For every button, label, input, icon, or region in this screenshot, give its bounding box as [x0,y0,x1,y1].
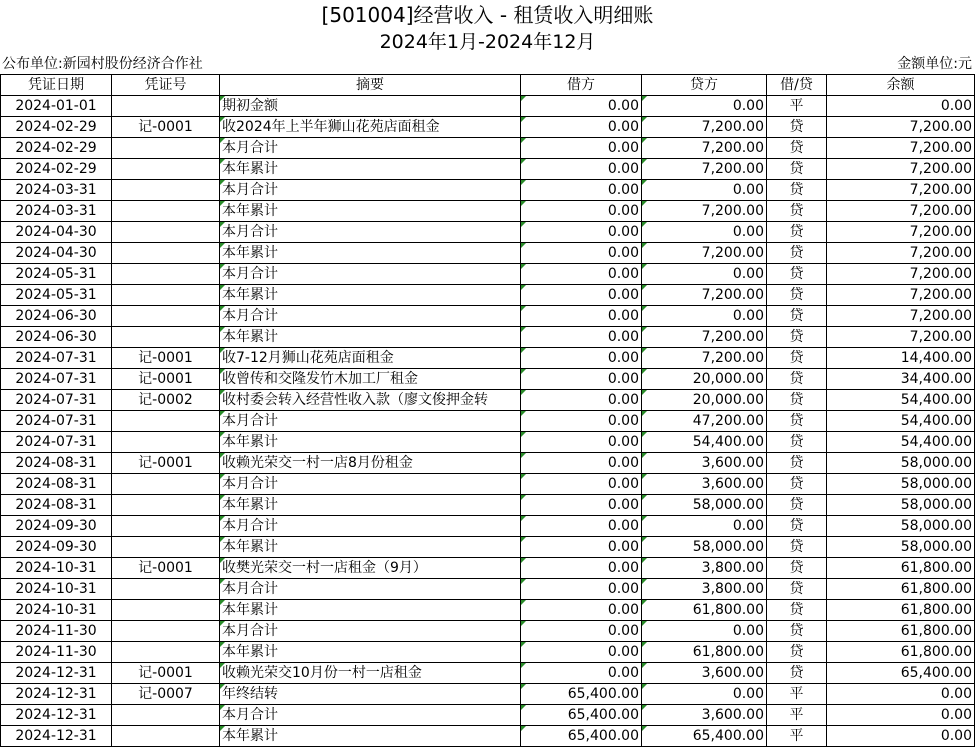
cell-balance: 54,400.00 [827,411,975,432]
cell-balance: 7,200.00 [827,222,975,243]
cell-credit: 3,800.00 [642,579,767,600]
cell-balance: 0.00 [827,96,975,117]
cell-voucher [112,327,220,348]
cell-date: 2024-10-31 [1,558,112,579]
col-header-balance: 余额 [827,75,975,96]
cell-date: 2024-10-31 [1,600,112,621]
cell-debit: 0.00 [521,96,642,117]
cell-debit: 0.00 [521,495,642,516]
cell-summary: 本年累计 [220,159,521,180]
cell-voucher [112,264,220,285]
cell-date: 2024-11-30 [1,642,112,663]
cell-direction: 贷 [767,600,827,621]
cell-voucher [112,306,220,327]
col-header-voucher: 凭证号 [112,75,220,96]
cell-voucher: 记-0001 [112,453,220,474]
table-row [1,726,975,747]
table-row [1,474,975,495]
ledger-title: [501004]经营收入 - 租赁收入明细账 [321,3,654,27]
cell-summary: 本年累计 [220,201,521,222]
cell-balance: 7,200.00 [827,264,975,285]
cell-direction: 贷 [767,495,827,516]
cell-debit: 0.00 [521,138,642,159]
cell-summary: 本月合计 [220,180,521,201]
table-row [1,285,975,306]
cell-credit: 7,200.00 [642,285,767,306]
cell-voucher: 记-0002 [112,390,220,411]
cell-date: 2024-03-31 [1,201,112,222]
cell-date: 2024-01-01 [1,96,112,117]
cell-date: 2024-12-31 [1,684,112,705]
cell-direction: 贷 [767,243,827,264]
table-row [1,705,975,726]
cell-summary: 本年累计 [220,495,521,516]
cell-debit: 65,400.00 [521,705,642,726]
cell-date: 2024-04-30 [1,222,112,243]
ledger-table [0,74,975,747]
cell-direction: 贷 [767,285,827,306]
cell-balance: 7,200.00 [827,327,975,348]
cell-balance: 0.00 [827,684,975,705]
cell-summary: 本年累计 [220,243,521,264]
cell-debit: 0.00 [521,663,642,684]
table-row [1,453,975,474]
ledger-meta-bar [0,54,975,74]
cell-date: 2024-02-29 [1,117,112,138]
cell-balance: 61,800.00 [827,600,975,621]
cell-credit: 7,200.00 [642,138,767,159]
cell-balance: 7,200.00 [827,138,975,159]
cell-balance: 7,200.00 [827,201,975,222]
cell-credit: 54,400.00 [642,432,767,453]
cell-debit: 0.00 [521,621,642,642]
cell-summary: 收樊光荣交一村一店租金（9月） [220,558,521,579]
cell-summary: 本年累计 [220,432,521,453]
cell-date: 2024-08-31 [1,474,112,495]
cell-credit: 0.00 [642,516,767,537]
cell-date: 2024-08-31 [1,495,112,516]
cell-voucher [112,600,220,621]
cell-direction: 贷 [767,390,827,411]
cell-date: 2024-02-29 [1,159,112,180]
cell-direction: 贷 [767,621,827,642]
cell-debit: 0.00 [521,243,642,264]
cell-direction: 贷 [767,159,827,180]
cell-summary: 本月合计 [220,306,521,327]
cell-voucher: 记-0001 [112,663,220,684]
currency-unit-label: 金额单位:元 [897,56,972,72]
cell-direction: 贷 [767,453,827,474]
cell-summary: 本年累计 [220,537,521,558]
cell-date: 2024-12-31 [1,705,112,726]
table-row [1,96,975,117]
cell-balance: 14,400.00 [827,348,975,369]
cell-summary: 本月合计 [220,621,521,642]
cell-credit: 0.00 [642,264,767,285]
cell-credit: 7,200.00 [642,117,767,138]
cell-summary: 本月合计 [220,264,521,285]
cell-voucher [112,138,220,159]
cell-voucher [112,495,220,516]
table-row [1,516,975,537]
cell-debit: 0.00 [521,516,642,537]
cell-direction: 贷 [767,369,827,390]
cell-date: 2024-07-31 [1,411,112,432]
cell-summary: 本月合计 [220,579,521,600]
cell-debit: 0.00 [521,579,642,600]
table-row [1,411,975,432]
ledger-header-row [1,75,975,96]
cell-debit: 0.00 [521,222,642,243]
cell-summary: 收赖光荣交10月份一村一店租金 [220,663,521,684]
cell-direction: 贷 [767,642,827,663]
cell-debit: 0.00 [521,327,642,348]
cell-voucher [112,411,220,432]
table-row [1,579,975,600]
cell-direction: 贷 [767,558,827,579]
cell-credit: 3,800.00 [642,558,767,579]
cell-balance: 7,200.00 [827,159,975,180]
cell-debit: 0.00 [521,390,642,411]
cell-direction: 平 [767,726,827,747]
cell-date: 2024-06-30 [1,306,112,327]
table-row [1,390,975,411]
cell-voucher [112,201,220,222]
cell-credit: 65,400.00 [642,726,767,747]
table-row [1,558,975,579]
cell-credit: 0.00 [642,222,767,243]
cell-date: 2024-05-31 [1,264,112,285]
table-row [1,327,975,348]
cell-date: 2024-12-31 [1,663,112,684]
cell-summary: 收7-12月狮山花苑店面租金 [220,348,521,369]
cell-voucher [112,537,220,558]
cell-credit: 7,200.00 [642,159,767,180]
cell-direction: 贷 [767,474,827,495]
table-row [1,306,975,327]
cell-credit: 0.00 [642,96,767,117]
cell-debit: 0.00 [521,411,642,432]
col-header-summary: 摘要 [220,75,521,96]
cell-debit: 0.00 [521,432,642,453]
cell-balance: 65,400.00 [827,663,975,684]
cell-balance: 54,400.00 [827,390,975,411]
cell-debit: 0.00 [521,306,642,327]
cell-debit: 0.00 [521,264,642,285]
cell-direction: 平 [767,705,827,726]
table-row [1,495,975,516]
cell-voucher [112,474,220,495]
cell-credit: 7,200.00 [642,243,767,264]
cell-direction: 贷 [767,348,827,369]
cell-balance: 7,200.00 [827,285,975,306]
cell-balance: 54,400.00 [827,432,975,453]
cell-voucher: 记-0001 [112,117,220,138]
cell-summary: 本月合计 [220,516,521,537]
cell-summary: 收村委会转入经营性收入款（廖文俊押金转 [220,390,521,411]
cell-summary: 收2024年上半年狮山花苑店面租金 [220,117,521,138]
cell-date: 2024-10-31 [1,579,112,600]
cell-summary: 收赖光荣交一村一店8月份租金 [220,453,521,474]
table-row [1,348,975,369]
cell-direction: 平 [767,96,827,117]
cell-voucher [112,642,220,663]
cell-date: 2024-03-31 [1,180,112,201]
cell-voucher [112,705,220,726]
table-row [1,180,975,201]
cell-credit: 0.00 [642,306,767,327]
table-row [1,201,975,222]
cell-debit: 0.00 [521,453,642,474]
cell-summary: 本月合计 [220,705,521,726]
table-row [1,243,975,264]
cell-summary: 收曾传和交隆发竹木加工厂租金 [220,369,521,390]
cell-direction: 平 [767,684,827,705]
cell-summary: 期初金额 [220,96,521,117]
col-header-direction: 借/贷 [767,75,827,96]
cell-balance: 7,200.00 [827,180,975,201]
table-row [1,642,975,663]
cell-balance: 7,200.00 [827,306,975,327]
cell-direction: 贷 [767,117,827,138]
cell-date: 2024-06-30 [1,327,112,348]
cell-voucher [112,579,220,600]
cell-balance: 58,000.00 [827,453,975,474]
cell-voucher [112,726,220,747]
table-row [1,684,975,705]
cell-date: 2024-05-31 [1,285,112,306]
cell-credit: 58,000.00 [642,495,767,516]
cell-direction: 贷 [767,306,827,327]
cell-direction: 贷 [767,537,827,558]
cell-voucher: 记-0001 [112,348,220,369]
cell-balance: 61,800.00 [827,621,975,642]
cell-debit: 0.00 [521,201,642,222]
table-row [1,600,975,621]
cell-voucher [112,621,220,642]
cell-balance: 58,000.00 [827,516,975,537]
cell-date: 2024-07-31 [1,369,112,390]
cell-direction: 贷 [767,663,827,684]
cell-credit: 47,200.00 [642,411,767,432]
cell-summary: 本月合计 [220,222,521,243]
cell-credit: 0.00 [642,180,767,201]
cell-direction: 贷 [767,327,827,348]
cell-date: 2024-04-30 [1,243,112,264]
cell-voucher: 记-0007 [112,684,220,705]
cell-credit: 58,000.00 [642,537,767,558]
cell-summary: 本月合计 [220,411,521,432]
cell-direction: 贷 [767,201,827,222]
cell-debit: 0.00 [521,369,642,390]
cell-summary: 本年累计 [220,726,521,747]
cell-direction: 贷 [767,579,827,600]
table-row [1,222,975,243]
publisher-label: 公布单位:新园村股份经济合作社 [2,56,203,72]
cell-credit: 3,600.00 [642,474,767,495]
table-row [1,264,975,285]
table-row [1,369,975,390]
table-row [1,117,975,138]
cell-voucher [112,180,220,201]
cell-balance: 0.00 [827,726,975,747]
cell-direction: 贷 [767,264,827,285]
cell-credit: 20,000.00 [642,369,767,390]
ledger-body [1,96,975,747]
cell-credit: 0.00 [642,684,767,705]
cell-direction: 贷 [767,180,827,201]
cell-credit: 0.00 [642,621,767,642]
cell-debit: 65,400.00 [521,726,642,747]
cell-direction: 贷 [767,222,827,243]
cell-balance: 61,800.00 [827,558,975,579]
cell-voucher: 记-0001 [112,558,220,579]
cell-date: 2024-07-31 [1,348,112,369]
ledger-period: 2024年1月-2024年12月 [379,31,596,53]
table-row [1,663,975,684]
table-row [1,432,975,453]
cell-voucher [112,96,220,117]
col-header-date: 凭证日期 [1,75,112,96]
cell-credit: 7,200.00 [642,348,767,369]
cell-credit: 7,200.00 [642,201,767,222]
cell-debit: 0.00 [521,348,642,369]
cell-balance: 34,400.00 [827,369,975,390]
cell-summary: 本年累计 [220,285,521,306]
cell-debit: 65,400.00 [521,684,642,705]
cell-voucher [112,432,220,453]
cell-date: 2024-07-31 [1,390,112,411]
cell-date: 2024-09-30 [1,516,112,537]
cell-voucher [112,516,220,537]
cell-credit: 3,600.00 [642,663,767,684]
cell-date: 2024-07-31 [1,432,112,453]
cell-balance: 58,000.00 [827,537,975,558]
cell-voucher [112,159,220,180]
cell-date: 2024-09-30 [1,537,112,558]
cell-direction: 贷 [767,432,827,453]
cell-balance: 58,000.00 [827,495,975,516]
cell-balance: 7,200.00 [827,117,975,138]
cell-date: 2024-02-29 [1,138,112,159]
cell-voucher [112,243,220,264]
cell-balance: 7,200.00 [827,243,975,264]
cell-debit: 0.00 [521,558,642,579]
cell-summary: 本年累计 [220,327,521,348]
cell-balance: 61,800.00 [827,579,975,600]
cell-voucher [112,285,220,306]
table-row [1,159,975,180]
table-row [1,621,975,642]
cell-summary: 本月合计 [220,474,521,495]
cell-debit: 0.00 [521,642,642,663]
cell-debit: 0.00 [521,117,642,138]
cell-balance: 0.00 [827,705,975,726]
cell-summary: 本年累计 [220,600,521,621]
cell-summary: 本月合计 [220,138,521,159]
cell-debit: 0.00 [521,159,642,180]
cell-debit: 0.00 [521,600,642,621]
cell-credit: 61,800.00 [642,642,767,663]
table-row [1,537,975,558]
cell-debit: 0.00 [521,474,642,495]
table-row [1,138,975,159]
cell-credit: 7,200.00 [642,327,767,348]
cell-direction: 贷 [767,138,827,159]
cell-credit: 61,800.00 [642,600,767,621]
cell-direction: 贷 [767,411,827,432]
cell-debit: 0.00 [521,285,642,306]
cell-credit: 20,000.00 [642,390,767,411]
cell-direction: 贷 [767,516,827,537]
cell-summary: 本年累计 [220,642,521,663]
cell-credit: 3,600.00 [642,705,767,726]
cell-credit: 3,600.00 [642,453,767,474]
cell-debit: 0.00 [521,180,642,201]
cell-summary: 年终结转 [220,684,521,705]
cell-date: 2024-12-31 [1,726,112,747]
cell-debit: 0.00 [521,537,642,558]
cell-voucher: 记-0001 [112,369,220,390]
col-header-credit: 贷方 [642,75,767,96]
col-header-debit: 借方 [521,75,642,96]
cell-voucher [112,222,220,243]
cell-balance: 61,800.00 [827,642,975,663]
cell-balance: 58,000.00 [827,474,975,495]
cell-date: 2024-11-30 [1,621,112,642]
cell-date: 2024-08-31 [1,453,112,474]
